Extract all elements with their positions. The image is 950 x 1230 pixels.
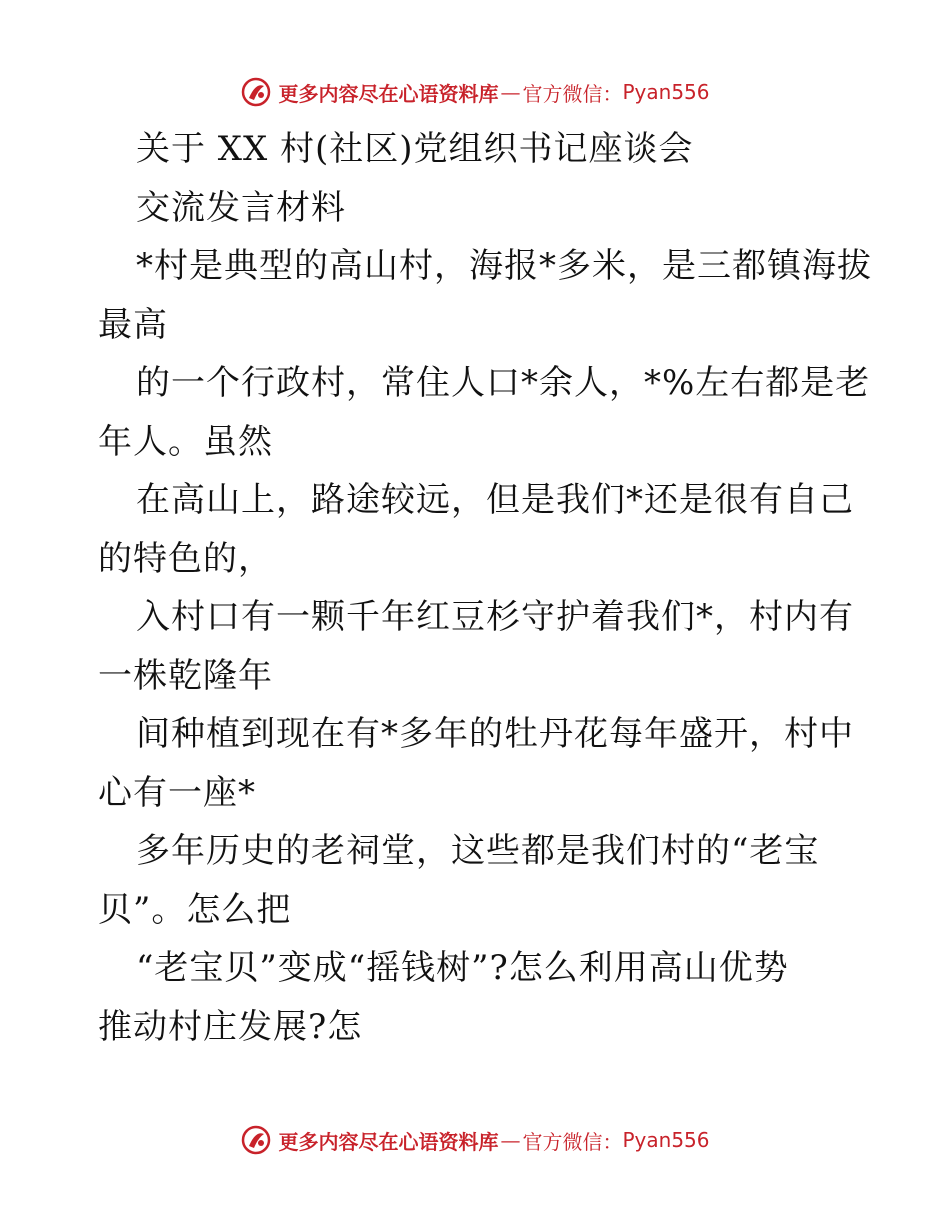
paragraph-line: 推动村庄发展?怎: [98, 1006, 363, 1047]
banner-wechat-id: Pyan556: [622, 1128, 710, 1152]
paragraph-line: 心有一座*: [98, 772, 256, 813]
paragraph-line: 在高山上，路途较远，但是我们*还是很有自己: [136, 480, 854, 520]
paragraph-line: 间种植到现在有*多年的牡丹花每年盛开，村中: [136, 714, 854, 754]
brand-logo-icon: [240, 1124, 272, 1156]
header-watermark-banner: [0, 72, 950, 112]
banner-site-text: 更多内容尽在心语资料库: [278, 81, 499, 106]
paragraph-line: “老宝贝”变成“摇钱树”?怎么利用高山优势: [136, 948, 789, 988]
banner-dash: —: [500, 80, 521, 104]
document-body: [98, 120, 872, 1056]
banner-site-text: 更多内容尽在心语资料库: [278, 1129, 499, 1154]
banner-wechat-id: Pyan556: [622, 80, 710, 104]
paragraph-line: 多年历史的老祠堂，这些都是我们村的“老宝: [136, 831, 820, 871]
paragraph-line: *村是典型的高山村，海报*多米，是三都镇海拔: [136, 246, 872, 286]
paragraph-line: 一株乾隆年: [98, 655, 273, 696]
paragraph-line: 的特色的，: [98, 538, 273, 579]
banner-official-label: 官方微信：: [522, 81, 623, 106]
paragraph-line: 贝”。怎么把: [98, 889, 292, 930]
doc-title-line-2: 交流发言材料: [136, 187, 346, 228]
brand-logo-icon: [240, 76, 272, 108]
paragraph-line: 的一个行政村，常住人口*余人，*%左右都是老: [136, 363, 871, 403]
banner-dash: —: [500, 1128, 521, 1152]
paragraph-line: 入村口有一颗千年红豆杉守护着我们*，村内有: [136, 597, 854, 637]
banner-official-label: 官方微信：: [522, 1129, 623, 1154]
footer-watermark-banner: [0, 1120, 950, 1160]
paragraph-line: 年人。虽然: [98, 421, 273, 462]
doc-title-line-1: 关于 XX 村(社区)党组织书记座谈会: [136, 129, 694, 169]
paragraph-line: 最高: [98, 304, 168, 345]
